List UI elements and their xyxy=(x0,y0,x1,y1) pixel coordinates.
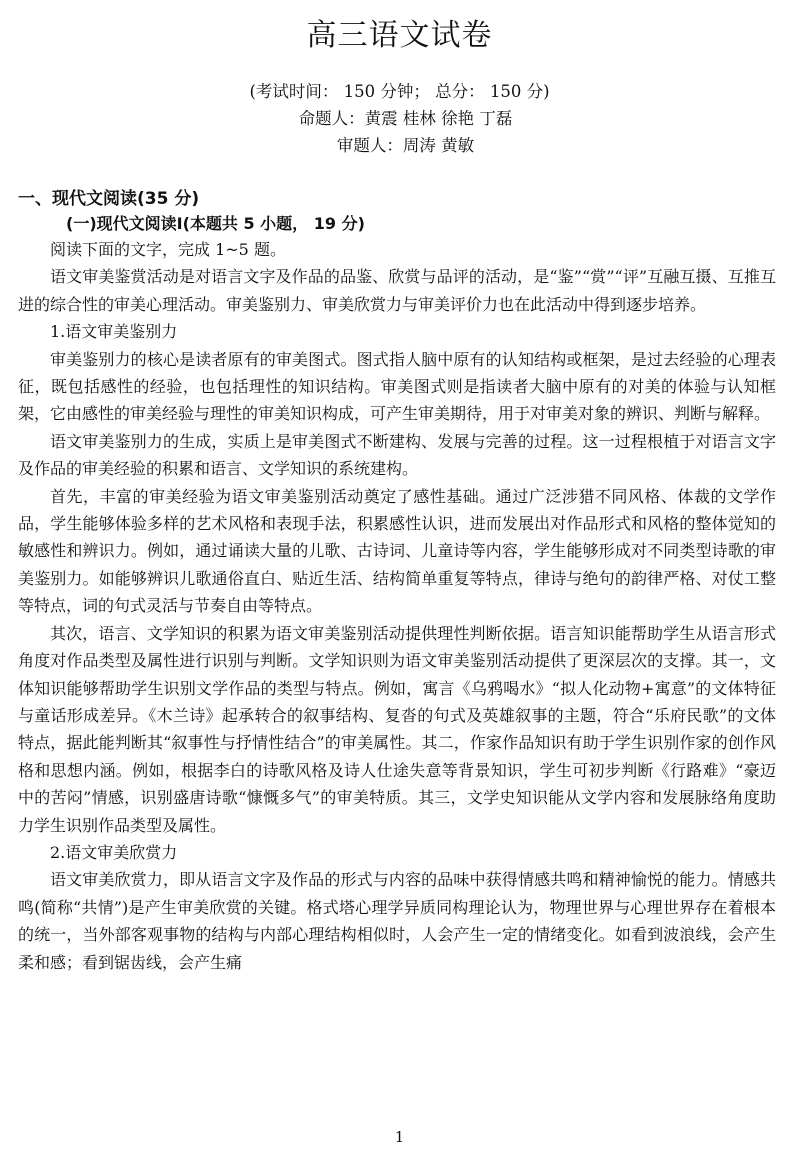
passage-paragraph: 语文审美鉴别力的生成，实质上是审美图式不断建构、发展与完善的过程。这一过程根植于对语言文字及作品的审美经验的积累和语言、文学知识的系统建构。 xyxy=(18,431,776,479)
page-number: 1 xyxy=(394,1128,405,1146)
passage-paragraph: 其次，语言、文学知识的积累为语文审美鉴别活动提供理性判断依据。语言知识能帮助学生从语言形式角度对作品类型及属性进行识别与判断。文学知识则为语文审美鉴别活动提供了更深层次的支撑。其一，文体知识能够帮助学生识别文学作品的类型与特点。例如，寓言《乌鸦喝水》“拟人化动物+寓意”的文体特征与童话形成差异。《木兰诗》起承转合的叙事结构、复沓的句式及英雄叙事的主题，符合“乐府民歌”的文体特点，据此能判断其“叙事性与抒情性结合”的审美属性。其二，作家作品知识有助于学生识别作家的创作风格和思想内涵。例如，根据李白的诗歌风格及诗人仕途失意等背景知识，学生可初步判断《行路难》“豪迈中的苦闷”情感，识别盛唐诗歌“慷慨多气”的审美特质。其三，文学史知识能从文学内容和发展脉络角度助力学生识别作品类型及属性。 xyxy=(18,623,776,835)
passage-paragraph: 语文审美欣赏力，即从语言文字及作品的形式与内容的品味中获得情感共鸣和精神愉悦的能力。情感共鸣(简称“共情”)是产生审美欣赏的关键。格式塔心理学异质同构理论认为，物理世界与心理世界存在着根本的统一，当外部客观事物的结构与内部心理结构相似时，人会产生一定的情绪变化。如看到波浪线，会产生柔和感；看到锯齿线，会产生痛 xyxy=(18,870,776,972)
passage-paragraph: 审美鉴别力的核心是读者原有的审美图式。图式指人脑中原有的认知结构或框架，是过去经验的心理表征，既包括感性的经验，也包括理性的知识结构。审美图式则是指读者大脑中原有的对美的体验与认知框架，它由感性的审美经验与理性的审美知识构成，可产生审美期待，用于对审美对象的辨识、判断与解释。 xyxy=(18,349,776,424)
reading-passage xyxy=(18,236,776,976)
authors-line: 命题人：黄震 桂林 徐艳 丁磊 xyxy=(298,109,513,128)
reviewers-line: 审题人：周涛 黄敏 xyxy=(336,136,475,155)
passage-subheading: 2.语文审美欣赏力 xyxy=(50,842,178,862)
scan-fade-overlay xyxy=(589,1080,799,1120)
passage-paragraph: 首先，丰富的审美经验为语文审美鉴别活动奠定了感性基础。通过广泛涉猎不同风格、体裁的文学作品，学生能够体验多样的艺术风格和表现手法，积累感性认识，进而发展出对作品形式和风格的整体觉知的敏感性和辨识力。例如，通过诵读大量的儿歌、古诗词、儿童诗等内容，学生能够形成对不同类型诗歌的审美鉴别力。如能够辨识儿歌通俗直白、贴近生活、结构简单重复等特点，律诗与绝句的韵律严格、对仗工整等特点，词的句式灵活与节奏自由等特点。 xyxy=(18,486,776,616)
subsection-heading: (一)现代文阅读I(本题共 5 小题， 19 分) xyxy=(66,214,365,233)
passage-paragraph: 语文审美鉴赏活动是对语言文字及作品的品鉴、欣赏与品评的活动，是“鉴”“赏”“评”互融互摄、互推互进的综合性的审美心理活动。审美鉴别力、审美欣赏力与审美评价力也在此活动中得到逐步培养。 xyxy=(18,267,776,314)
exam-info: (考试时间： 150 分钟； 总分： 150 分) xyxy=(249,82,550,101)
passage-subheading: 1.语文审美鉴别力 xyxy=(50,322,178,342)
document-title: 高三语文试卷 xyxy=(306,18,493,53)
instruction-paragraph: 阅读下面的文字，完成 1~5 题。 xyxy=(50,240,286,259)
section-heading: 一、现代文阅读(35 分) xyxy=(18,189,200,209)
